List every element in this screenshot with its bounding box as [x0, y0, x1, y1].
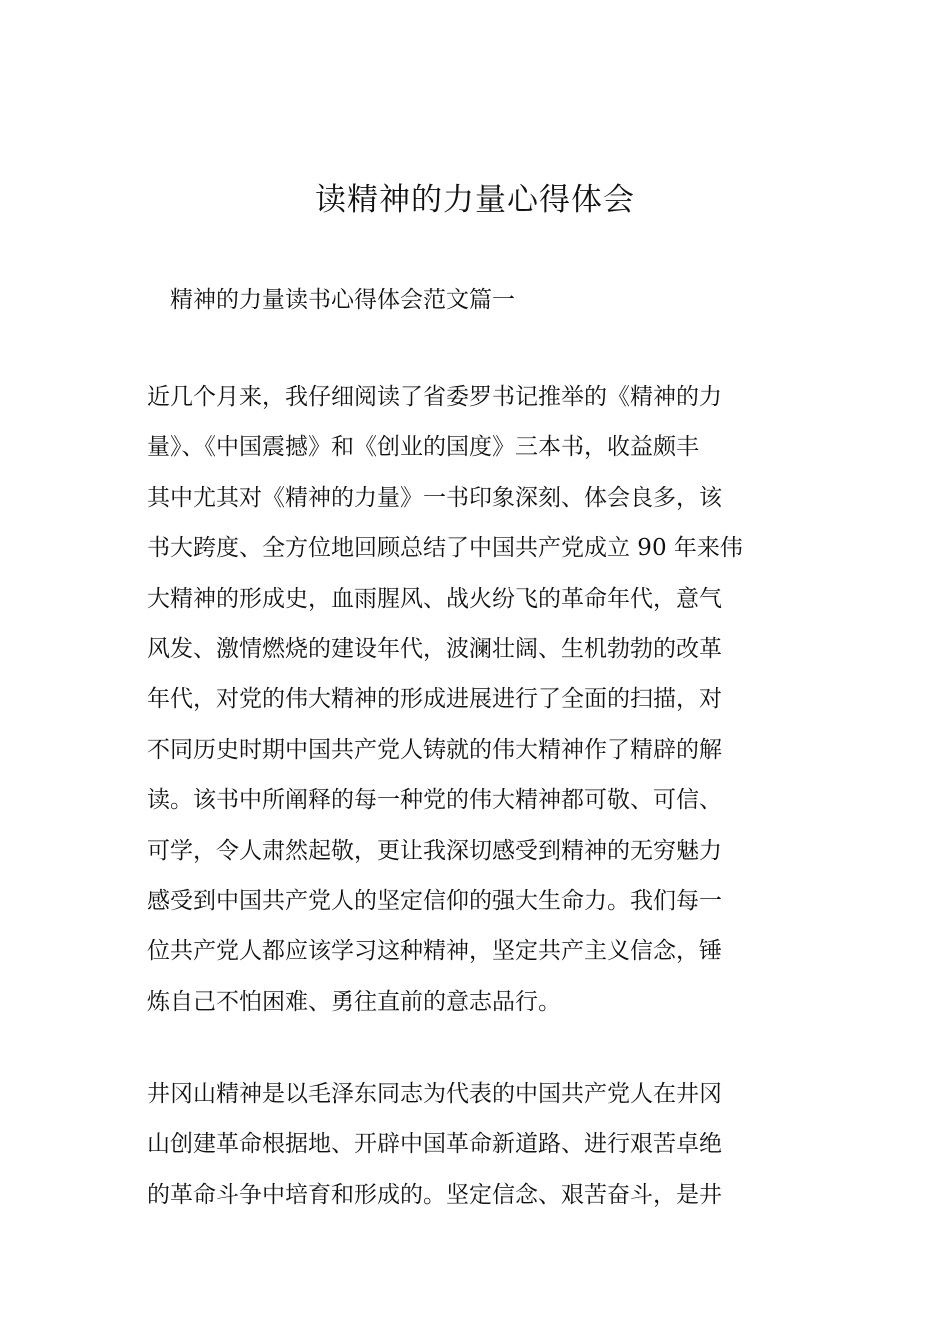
paragraph-line: 书大跨度、全方位地回顾总结了中国共产党成立 90 年来伟 [147, 535, 743, 562]
paragraph-line: 其中尤其对《精神的力量》一书印象深刻、体会良多，该 [147, 484, 722, 511]
body-paragraph-1 [147, 372, 807, 1027]
body-paragraph-2 [147, 1069, 807, 1220]
paragraph-line: 风发、激情燃烧的建设年代，波澜壮阔、生机勃勃的改革 [147, 635, 722, 662]
paragraph-line: 读。该书中所阐释的每一种党的伟大精神都可敬、可信、 [147, 787, 722, 814]
paragraph-line: 近几个月来，我仔细阅读了省委罗书记推举的《精神的力 [147, 384, 722, 410]
paragraph-line: 井冈山精神是以毛泽东同志为代表的中国共产党人在井冈 [147, 1081, 722, 1107]
paragraph-line: 感受到中国共产党人的坚定信仰的强大生命力。我们每一 [147, 887, 722, 914]
paragraph-line: 大精神的形成史，血雨腥风、战火纷飞的革命年代，意气 [147, 585, 722, 612]
section-subheading: 精神的力量读书心得体会范文篇一 [170, 287, 515, 313]
paragraph-line: 不同历史时期中国共产党人铸就的伟大精神作了精辟的解 [147, 736, 722, 763]
paragraph-line: 量》、《中国震撼》和《创业的国度》三本书，收益颇丰 [147, 434, 699, 461]
paragraph-line: 炼自己不怕困难、勇往直前的意志品行。 [147, 988, 561, 1015]
paragraph-line: 位共产党人都应该学习这种精神，坚定共产主义信念，锤 [147, 938, 722, 965]
paragraph-line: 可学，令人肃然起敬，更让我深切感受到精神的无穷魅力 [147, 837, 722, 864]
paragraph-line: 的革命斗争中培育和形成的。坚定信念、艰苦奋斗，是井 [147, 1181, 722, 1208]
paragraph-line: 年代，对党的伟大精神的形成进展进行了全面的扫描，对 [147, 686, 722, 713]
document-title: 读精神的力量心得体会 [315, 182, 635, 218]
paragraph-line: 山创建革命根据地、开辟中国革命新道路、进行艰苦卓绝 [147, 1131, 722, 1158]
